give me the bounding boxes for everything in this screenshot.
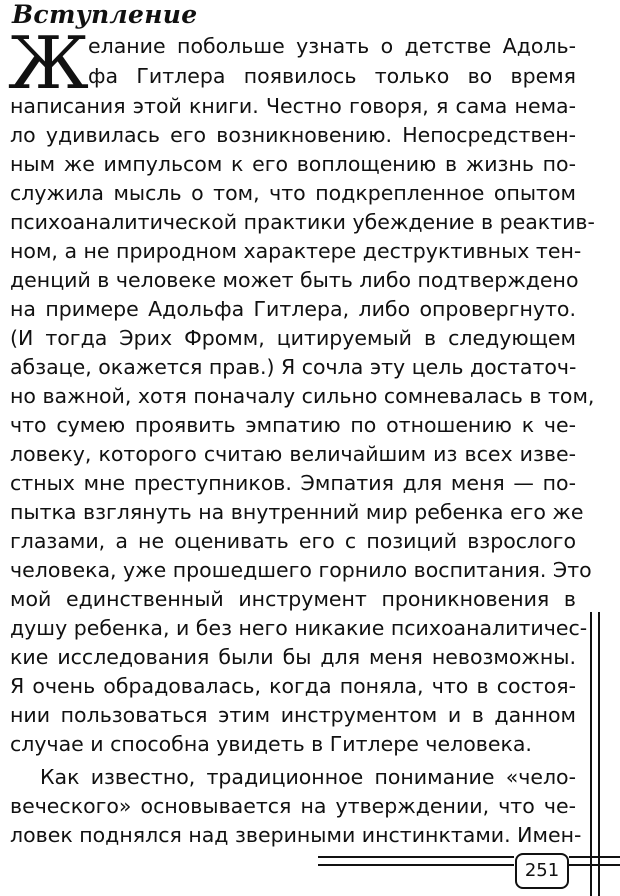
footer-rule	[569, 856, 620, 858]
margin-rule	[598, 612, 600, 896]
text-line: но важной, хотя поначалу сильно сомневалась в том,	[10, 384, 595, 408]
text-line: написания этой книги. Честно говоря, я сама нема-	[10, 94, 576, 118]
text-line: случае и способна увидеть в Гитлере человека.	[10, 732, 532, 756]
text-line: ло удивилась его возникновению. Непосредствен-	[10, 123, 576, 147]
text-line: кие исследования были бы для меня невозможны.	[10, 645, 576, 669]
text-line: стных мне преступников. Эмпатия для меня — по-	[10, 471, 576, 495]
text-line: веческого» основывается на утверждении, что че-	[10, 794, 576, 818]
margin-rule	[590, 612, 592, 896]
text-line: абзаце, окажется прав.) Я сочла эту цель достаточ-	[10, 355, 577, 379]
footer-rule	[569, 864, 620, 866]
text-line: что сумею проявить эмпатию по отношению к че-	[10, 413, 576, 437]
text-line: человека, уже прошедшего горнило воспитания. Это	[10, 558, 592, 582]
page-number: 251	[515, 853, 569, 889]
drop-cap: Ж	[8, 21, 89, 105]
text-line: душу ребенка, и без него никакие психоаналитичес-	[10, 616, 588, 640]
footer-rule	[318, 864, 514, 866]
text-line: на примере Адольфа Гитлера, либо опровергнуто.	[10, 297, 576, 321]
text-line: елание побольше узнать о детстве Адоль-	[88, 34, 576, 58]
footer-rule	[318, 856, 514, 858]
text-line: ном, а не природном характере деструктивных тен-	[10, 239, 582, 263]
text-line: денций в человеке может быть либо подтверждено	[10, 268, 579, 292]
text-line: Я очень обрадовалась, когда поняла, что в состоя-	[10, 674, 576, 698]
text-line: ловек поднялся над звериными инстинктами. Имен-	[10, 823, 582, 847]
text-line: нии пользоваться этим инструментом и в данном	[10, 703, 576, 727]
text-line: глазами, а не оценивать его с позиций взрослого	[10, 529, 576, 553]
text-line: (И тогда Эрих Фромм, цитируемый в следующем	[10, 326, 576, 350]
section-heading: Вступление	[12, 0, 198, 29]
text-line: служила мысль о том, что подкрепленное опытом	[10, 181, 576, 205]
text-line: пытка взглянуть на внутренний мир ребенка его же	[10, 500, 584, 524]
text-line: мой единственный инструмент проникновения в	[10, 587, 576, 611]
text-line: ловеку, которого считаю величайшим из всех изве-	[10, 442, 576, 466]
text-line: ным же импульсом к его воплощению в жизнь по-	[10, 152, 576, 176]
text-line: психоаналитической практики убеждение в реактив-	[10, 210, 595, 234]
text-line: фа Гитлера появилось только во время	[88, 64, 576, 88]
text-line: Как известно, традиционное понимание «чело-	[40, 765, 576, 789]
